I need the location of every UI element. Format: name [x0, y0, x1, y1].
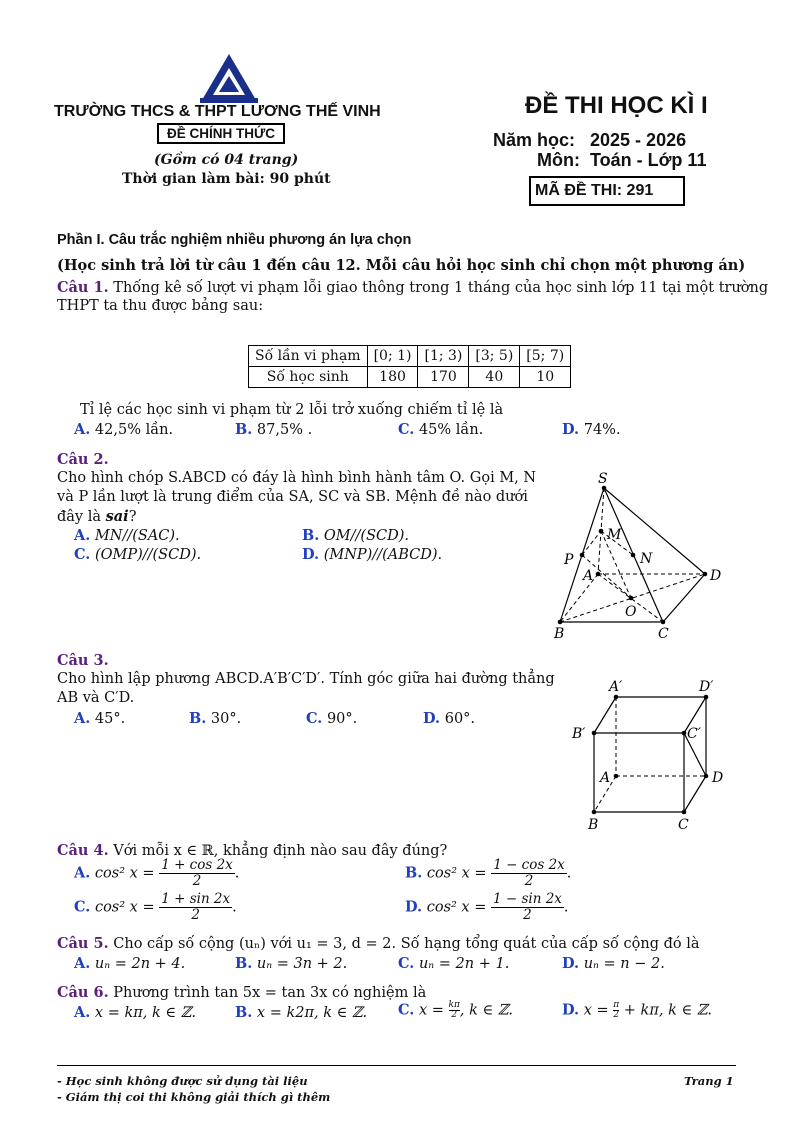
- school-name: TRƯỜNG THCS & THPT LƯƠNG THẾ VINH: [54, 103, 381, 120]
- fig-label: N: [640, 551, 653, 567]
- table-cell: [5; 7): [520, 346, 571, 367]
- fig-label: D: [710, 568, 722, 584]
- q2-label: Câu 2.: [57, 451, 109, 468]
- exam-code: MÃ ĐỀ THI: 291: [529, 176, 685, 206]
- fig-label: C′: [687, 726, 701, 742]
- table-cell: 10: [520, 367, 571, 388]
- q2-line-1: Cho hình chóp S.ABCD có đáy là hình bình hành tâm O. Gọi M, N: [57, 470, 537, 486]
- q2-option-d[interactable]: D. (MNP)//(ABCD).: [302, 546, 443, 563]
- page-number: Trang 1: [684, 1074, 734, 1088]
- fig-label: D′: [699, 679, 714, 695]
- q5-option-b[interactable]: B. uₙ = 3n + 2.: [235, 955, 348, 972]
- q2-option-c[interactable]: C. (OMP)//(SCD).: [74, 546, 202, 563]
- q1-option-b[interactable]: B. 87,5% .: [235, 421, 313, 438]
- q3-option-b[interactable]: B. 30°.: [189, 710, 242, 727]
- q3-option-a[interactable]: A. 45°.: [74, 710, 126, 727]
- table-cell: [0; 1): [367, 346, 418, 367]
- q2-line-2: và P lần lượt là trung điểm của SA, SC và SB. Mệnh đề nào dưới: [57, 489, 528, 505]
- part1-instruction: (Học sinh trả lời từ câu 1 đến câu 12. Mỗi câu hỏi học sinh chỉ chọn một phương án): [57, 257, 746, 274]
- q6-option-b[interactable]: B. x = k2π, k ∈ ℤ.: [235, 1004, 368, 1021]
- q2-option-a[interactable]: A. MN//(SAC).: [74, 527, 180, 544]
- exam-duration: Thời gian làm bài: 90 phút: [122, 171, 331, 187]
- fig-label: C: [658, 626, 669, 642]
- q4-option-b[interactable]: B. cos² x = $\frac{1 - \cos 2x}{2}$ .: [405, 857, 572, 889]
- q3-option-d[interactable]: D. 60°.: [423, 710, 476, 727]
- q3-line-2: AB và C′D.: [57, 690, 135, 706]
- subject: Môn: Toán - Lớp 11: [537, 150, 707, 170]
- q4-option-c[interactable]: C. cos² x = $\frac{1 + \sin 2x}{2}$ .: [74, 891, 237, 923]
- fig-label: O: [625, 604, 637, 620]
- fig-label: S: [598, 471, 608, 487]
- footer-note-2: - Giám thị coi thi không giải thích gì thêm: [57, 1090, 331, 1104]
- table-cell: 180: [367, 367, 418, 388]
- q1-prompt: Tỉ lệ các học sinh vi phạm từ 2 lỗi trở xuống chiếm tỉ lệ là: [80, 402, 504, 418]
- q2-option-b[interactable]: B. OM//(SCD).: [302, 527, 410, 544]
- table-cell: [3; 5): [469, 346, 520, 367]
- table-cell: 40: [469, 367, 520, 388]
- q3-line-1: Cho hình lập phương ABCD.A′B′C′D′. Tính góc giữa hai đường thẳng: [57, 671, 555, 687]
- q3-option-c[interactable]: C. 90°.: [306, 710, 358, 727]
- q1-label: Câu 1.: [57, 279, 109, 296]
- q2-line-3: đây là sai?: [57, 508, 137, 525]
- q4-option-d[interactable]: D. cos² x = $\frac{1 - \sin 2x}{2}$ .: [405, 891, 569, 923]
- table-cell: 170: [418, 367, 469, 388]
- q1-text-2: THPT ta thu được bảng sau:: [57, 298, 264, 314]
- q5-option-a[interactable]: A. uₙ = 2n + 4.: [74, 955, 186, 972]
- cube-figure: [566, 676, 746, 836]
- school-logo: [200, 52, 258, 104]
- table-cell: [1; 3): [418, 346, 469, 367]
- q1-text: Câu 1. Thống kê số lượt vi phạm lỗi giao thông trong 1 tháng của học sinh lớp 11 tại một trường: [57, 279, 769, 296]
- school-year: Năm học: 2025 - 2026: [493, 130, 687, 150]
- fig-label: A: [583, 568, 594, 584]
- fig-label: M: [607, 527, 622, 543]
- q1-option-d[interactable]: D. 74%.: [562, 421, 621, 438]
- q1-option-a[interactable]: A. 42,5% lần.: [74, 421, 174, 438]
- table-row-label: Số lần vi phạm: [249, 346, 368, 367]
- q4-option-a[interactable]: A. cos² x = $\frac{1 + \cos 2x}{2}$ .: [74, 857, 240, 889]
- q3-label: Câu 3.: [57, 652, 109, 669]
- footer-note-1: - Học sinh không được sử dụng tài liệu: [57, 1074, 308, 1088]
- fig-label: A: [600, 770, 611, 786]
- q6-option-c[interactable]: C. x = $\frac{k\pi}{2}$ , k ∈ ℤ.: [398, 1000, 514, 1020]
- footer-divider: [57, 1065, 736, 1066]
- official-label: ĐỀ CHÍNH THỨC: [157, 123, 285, 144]
- fig-label: P: [564, 552, 574, 568]
- table-row-label: Số học sinh: [249, 367, 368, 388]
- q6-text: Câu 6. Phương trình tan 5x = tan 3x có nghiệm là: [57, 984, 427, 1001]
- q5-option-c[interactable]: C. uₙ = 2n + 1.: [398, 955, 510, 972]
- q4-text: Câu 4. Với mỗi x ∈ ℝ, khẳng định nào sau đây đúng?: [57, 842, 448, 859]
- pages-note: (Gồm có 04 trang): [154, 152, 299, 168]
- q5-text: Câu 5. Cho cấp số cộng (uₙ) với u₁ = 3, d = 2. Số hạng tổng quát của cấp số cộng đó là: [57, 935, 700, 952]
- fig-label: B: [588, 817, 599, 833]
- exam-title: ĐỀ THI HỌC KÌ I: [525, 92, 708, 119]
- frequency-table: [248, 345, 571, 388]
- fig-label: C: [678, 817, 689, 833]
- pyramid-figure: [550, 470, 740, 645]
- fig-label: A′: [609, 679, 623, 695]
- fig-label: B′: [572, 726, 586, 742]
- fig-label: B: [554, 626, 565, 642]
- q6-option-a[interactable]: A. x = kπ, k ∈ ℤ.: [74, 1004, 196, 1021]
- part1-title: Phần I. Câu trắc nghiệm nhiều phương án lựa chọn: [57, 232, 412, 248]
- q1-option-c[interactable]: C. 45% lần.: [398, 421, 484, 438]
- q5-option-d[interactable]: D. uₙ = n − 2.: [562, 955, 665, 972]
- fig-label: D: [712, 770, 724, 786]
- q6-option-d[interactable]: D. x = $\frac{\pi}{2}$ + kπ, k ∈ ℤ.: [562, 1000, 713, 1020]
